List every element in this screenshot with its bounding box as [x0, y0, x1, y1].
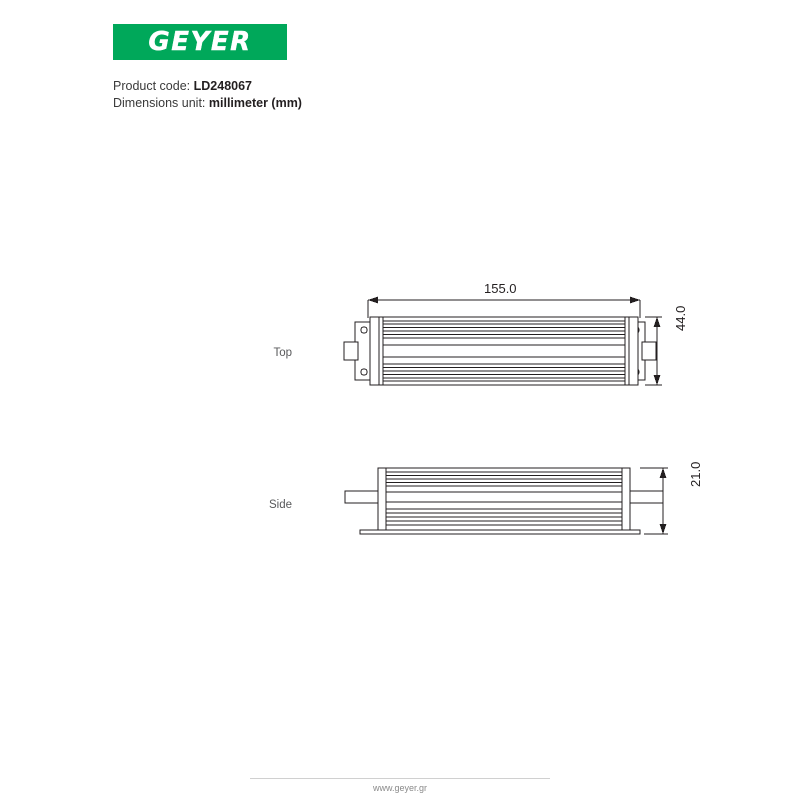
- footer-divider: [250, 778, 550, 779]
- footer: [0, 778, 800, 793]
- view-label-side: Side: [268, 499, 292, 511]
- footer-website: www.geyer.gr: [372, 783, 428, 793]
- dimension-height: 44.0: [673, 305, 688, 331]
- units-value: millimeter (mm): [208, 96, 302, 110]
- units-label: Dimensions unit:: [113, 96, 206, 110]
- dimension-depth: 21.0: [688, 461, 703, 487]
- view-label-top: Top: [273, 347, 292, 359]
- product-code-value: LD248067: [193, 79, 252, 93]
- product-code-label: Product code:: [113, 79, 191, 93]
- dimension-length: 155.0: [484, 281, 517, 296]
- logo-text: GEYER: [148, 27, 252, 57]
